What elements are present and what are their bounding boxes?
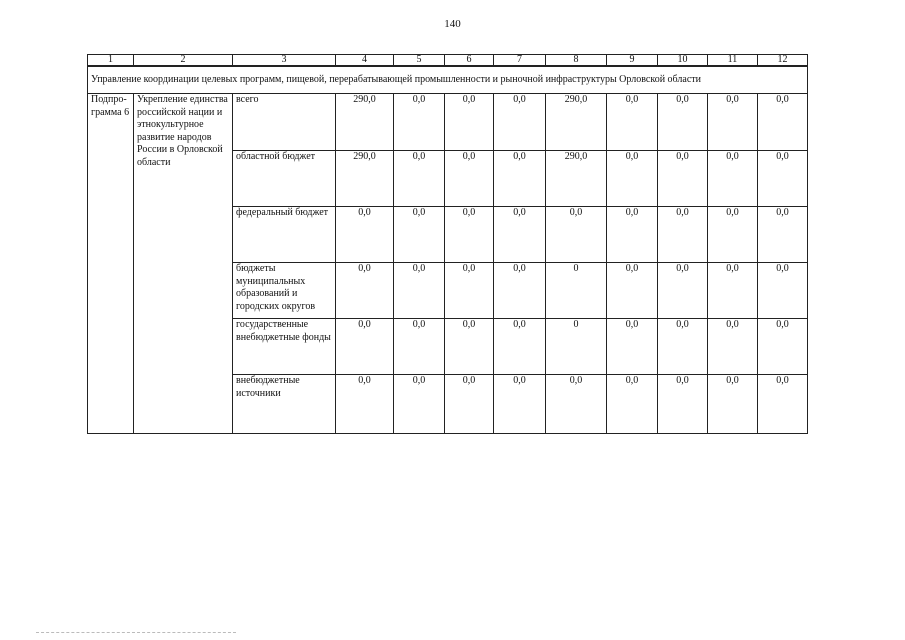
value-cell: 0,0 [494,319,546,375]
funding-source: всего [233,94,336,151]
value-cell: 0,0 [758,151,808,207]
value-cell: 0 [546,263,607,319]
value-cell: 0,0 [607,263,658,319]
value-cell: 0,0 [658,263,708,319]
value-cell: 0,0 [336,319,394,375]
value-cell: 0,0 [758,319,808,375]
value-cell: 0,0 [445,375,494,434]
column-number: 3 [233,55,336,67]
budget-table [87,54,808,434]
funding-source: федеральный бюджет [233,207,336,263]
value-cell: 0,0 [394,151,445,207]
value-cell: 0,0 [708,319,758,375]
value-cell: 0,0 [445,94,494,151]
value-cell: 0,0 [758,375,808,434]
value-cell: 0,0 [658,151,708,207]
value-cell: 0,0 [445,263,494,319]
value-cell: 0,0 [708,207,758,263]
value-cell: 0,0 [607,94,658,151]
value-cell: 0,0 [394,207,445,263]
funding-source: внебюджетные источники [233,375,336,434]
column-number: 9 [607,55,658,67]
value-cell: 0,0 [758,263,808,319]
value-cell: 0,0 [546,207,607,263]
value-cell: 0,0 [336,375,394,434]
program-code: Подпро-грамма 6 [88,94,134,434]
value-cell: 0,0 [494,375,546,434]
value-cell: 0,0 [494,94,546,151]
value-cell: 0,0 [708,375,758,434]
value-cell: 0,0 [445,207,494,263]
value-cell: 0,0 [394,319,445,375]
value-cell: 290,0 [336,151,394,207]
value-cell: 0,0 [445,319,494,375]
column-number: 11 [708,55,758,67]
column-number: 2 [134,55,233,67]
value-cell: 0,0 [494,263,546,319]
department-row [88,66,808,94]
value-cell: 0,0 [758,94,808,151]
column-number: 8 [546,55,607,67]
column-number: 1 [88,55,134,67]
scan-artifact [36,632,236,633]
value-cell: 0,0 [708,151,758,207]
column-number: 5 [394,55,445,67]
value-cell: 0,0 [658,94,708,151]
funding-source: областной бюджет [233,151,336,207]
value-cell: 0,0 [494,151,546,207]
value-cell: 0,0 [758,207,808,263]
value-cell: 0,0 [607,375,658,434]
value-cell: 290,0 [336,94,394,151]
value-cell: 0,0 [658,207,708,263]
value-cell: 0,0 [336,263,394,319]
value-cell: 0,0 [708,94,758,151]
program-name: Укрепление единства российской нации и этнокультурное развитие народов России в Орловской области [134,94,233,434]
value-cell: 0,0 [394,94,445,151]
page-number: 140 [444,18,461,30]
value-cell: 290,0 [546,151,607,207]
column-number: 6 [445,55,494,67]
value-cell: 0,0 [607,319,658,375]
column-number: 12 [758,55,808,67]
table-row [88,94,808,151]
value-cell: 0,0 [494,207,546,263]
column-number: 7 [494,55,546,67]
value-cell: 290,0 [546,94,607,151]
department-name: Управление координации целевых программ, пищевой, перерабатывающей промышленности и рыночной инфраструктуры Орловской области [88,66,808,94]
value-cell: 0,0 [708,263,758,319]
value-cell: 0,0 [445,151,494,207]
column-number-row [88,55,808,67]
value-cell: 0,0 [394,263,445,319]
value-cell: 0,0 [607,151,658,207]
funding-source: бюджеты муниципальных образований и городских округов [233,263,336,319]
value-cell: 0,0 [658,319,708,375]
value-cell: 0,0 [546,375,607,434]
value-cell: 0 [546,319,607,375]
column-number: 10 [658,55,708,67]
value-cell: 0,0 [394,375,445,434]
funding-source: государственные внебюджетные фонды [233,319,336,375]
value-cell: 0,0 [607,207,658,263]
value-cell: 0,0 [336,207,394,263]
column-number: 4 [336,55,394,67]
value-cell: 0,0 [658,375,708,434]
